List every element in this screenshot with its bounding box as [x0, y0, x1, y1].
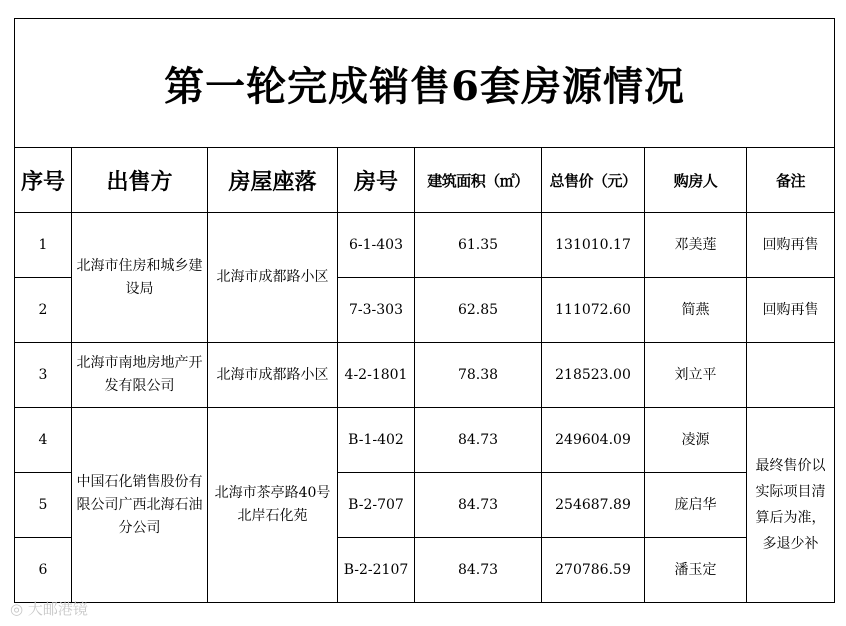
- watermark-text: 大邮港镜: [27, 600, 88, 618]
- table-row: [15, 343, 835, 408]
- remark-cell: 回购再售: [747, 213, 835, 278]
- buyer-cell: 刘立平: [645, 343, 747, 408]
- area-cell: 61.35: [415, 213, 542, 278]
- buyer-cell: 简燕: [645, 278, 747, 343]
- area-cell: 84.73: [415, 538, 542, 603]
- area-cell: 62.85: [415, 278, 542, 343]
- seq-cell: 2: [15, 278, 72, 343]
- room-cell: 4-2-1801: [338, 343, 415, 408]
- seller-cell: 北海市住房和城乡建设局: [72, 213, 208, 343]
- location-cell: 北海市成都路小区: [208, 213, 338, 343]
- header-seq: 序号: [15, 148, 72, 213]
- room-cell: B-2-2107: [338, 538, 415, 603]
- header-area: 建筑面积（㎡）: [415, 148, 542, 213]
- buyer-cell: 潘玉定: [645, 538, 747, 603]
- seq-cell: 3: [15, 343, 72, 408]
- location-cell: 北海市成都路小区: [208, 343, 338, 408]
- buyer-cell: 庞启华: [645, 473, 747, 538]
- watermark: [10, 598, 88, 619]
- price-cell: 218523.00: [542, 343, 645, 408]
- header-row: [15, 148, 835, 213]
- room-cell: 7-3-303: [338, 278, 415, 343]
- header-room: 房号: [338, 148, 415, 213]
- buyer-cell: 凌源: [645, 408, 747, 473]
- remark-cell: 回购再售: [747, 278, 835, 343]
- room-cell: B-1-402: [338, 408, 415, 473]
- header-buyer: 购房人: [645, 148, 747, 213]
- housing-sales-table-sheet: [14, 18, 834, 613]
- header-remark: 备注: [747, 148, 835, 213]
- room-cell: B-2-707: [338, 473, 415, 538]
- location-cell: 北海市茶亭路40号北岸石化苑: [208, 408, 338, 603]
- table-title: 第一轮完成销售6套房源情况: [15, 19, 835, 148]
- title-row: [15, 19, 835, 148]
- area-cell: 84.73: [415, 408, 542, 473]
- buyer-cell: 邓美莲: [645, 213, 747, 278]
- table-row: [15, 408, 835, 473]
- area-cell: 78.38: [415, 343, 542, 408]
- price-cell: 270786.59: [542, 538, 645, 603]
- price-cell: 111072.60: [542, 278, 645, 343]
- seller-cell: 北海市南地房地产开发有限公司: [72, 343, 208, 408]
- housing-sales-table: [14, 18, 835, 603]
- watermark-logo-icon: ◎: [10, 600, 24, 618]
- area-cell: 84.73: [415, 473, 542, 538]
- seq-cell: 1: [15, 213, 72, 278]
- header-location: 房屋座落: [208, 148, 338, 213]
- room-cell: 6-1-403: [338, 213, 415, 278]
- price-cell: 249604.09: [542, 408, 645, 473]
- table-row: [15, 213, 835, 278]
- seq-cell: 4: [15, 408, 72, 473]
- header-seller: 出售方: [72, 148, 208, 213]
- price-cell: 254687.89: [542, 473, 645, 538]
- seller-cell: 中国石化销售股份有限公司广西北海石油分公司: [72, 408, 208, 603]
- remark-cell: [747, 343, 835, 408]
- header-price: 总售价（元）: [542, 148, 645, 213]
- remark-cell: 最终售价以实际项目清算后为准，多退少补: [747, 408, 835, 603]
- seq-cell: 5: [15, 473, 72, 538]
- seq-cell: 6: [15, 538, 72, 603]
- price-cell: 131010.17: [542, 213, 645, 278]
